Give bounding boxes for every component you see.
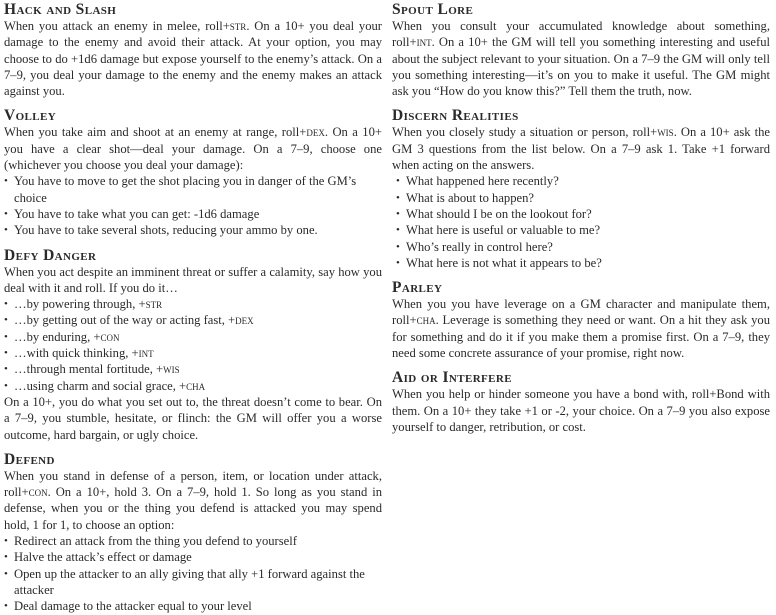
move-title: Defy Danger: [4, 246, 97, 264]
list-item: • What should I be on the lookout for?: [392, 206, 770, 222]
move-description: When you closely study a situation or person, roll+wis. On a 10+ ask the GM 3 questions from the list below. On a 7–9 ask 1. Take +1 forward when acting on the answers.: [392, 125, 770, 173]
list-item: • What here is not what it appears to be?: [392, 255, 770, 271]
list-item: • What happened here recently?: [392, 173, 770, 189]
move-defend: [4, 450, 382, 615]
list-item: • You have to take several shots, reducing your ammo by one.: [4, 222, 382, 238]
list-item: • Deal damage to the attacker equal to your level: [4, 598, 382, 614]
move-title: Aid or Interfere: [392, 369, 512, 387]
move-title: Discern Realities: [392, 107, 519, 125]
list-item: • …by enduring, +con: [4, 329, 382, 345]
list-item: • …by powering through, +str: [4, 296, 382, 312]
section-gap: [392, 99, 770, 106]
move-spout-lore: [392, 0, 770, 99]
stat-abbreviation: dex: [306, 125, 325, 140]
stat-abbreviation: cha: [186, 378, 206, 393]
list-item: • What is about to happen?: [392, 190, 770, 206]
stat-abbreviation: con: [28, 485, 48, 500]
stat-abbreviation: wis: [657, 125, 674, 140]
move-description: When you attack an enemy in melee, roll+str. On a 10+ you deal your damage to the enemy and avoid their attack. At your option, you may choose to do +1d6 damage but expose yourself to the enemy’s attack. On a 7–9, you deal your damage to the enemy and the enemy makes an attack against you.: [4, 19, 382, 99]
list-item: • Halve the attack’s effect or damage: [4, 549, 382, 565]
section-gap: [4, 239, 382, 246]
list-item: • …by getting out of the way or acting fast, +dex: [4, 312, 382, 328]
move-discern-realities: [392, 106, 770, 271]
move-title: Hack and Slash: [4, 1, 117, 18]
option-list: [4, 533, 382, 614]
right-column: [392, 0, 770, 435]
list-item: • Who’s really in control here?: [392, 239, 770, 255]
move-outcome: On a 10+, you do what you set out to, the threat doesn’t come to bear. On a 7–9, you stumble, hesitate, or flinch: the GM will offer you a worse outcome, hard bargain, or ugly choice.: [4, 394, 382, 442]
question-list: [392, 173, 770, 271]
move-title: Parley: [392, 279, 443, 297]
list-item: • …through mental fortitude, +wis: [4, 361, 382, 377]
stat-abbreviation: str: [145, 297, 163, 312]
list-item: • You have to move to get the shot placing you in danger of the GM’s choice: [4, 173, 382, 206]
move-title: Volley: [4, 107, 57, 125]
option-list: [4, 173, 382, 238]
move-title: Spout Lore: [392, 1, 474, 18]
list-item: • You have to take what you can get: -1d6 damage: [4, 206, 382, 222]
section-gap: [392, 271, 770, 278]
list-item: • …with quick thinking, +int: [4, 345, 382, 361]
stat-abbreviation: cha: [416, 313, 436, 328]
section-gap: [392, 361, 770, 368]
move-volley: [4, 106, 382, 238]
move-description: When you take aim and shoot at an enemy at range, roll+dex. On a 10+ you have a clear shot—deal your damage. On a 7–9, choose one (whichever you choose you deal your damage):: [4, 125, 382, 173]
move-title: Defend: [4, 450, 55, 468]
move-description: When you help or hinder someone you have a bond with, roll+Bond with them. On a 10+ they take +1 or -2, your choice. On a 7–9 you also expose yourself to danger, retribution, or cost.: [392, 387, 770, 434]
list-item: • …using charm and social grace, +cha: [4, 378, 382, 394]
move-hack-and-slash: [4, 0, 382, 99]
move-description: When you act despite an imminent threat or suffer a calamity, say how you deal with it and roll. If you do it…: [4, 264, 382, 295]
stat-abbreviation: int: [416, 35, 432, 50]
list-item: • Open up the attacker to an ally giving that ally +1 forward against the attacker: [4, 566, 382, 599]
move-description: When you stand in defense of a person, item, or location under attack, roll+con. On a 10+, hold 3. On a 7–9, hold 1. So long as you stand in defense, when you or the thing you defend is attacked you may spend hold, 1 for 1, to choose an option:: [4, 468, 382, 532]
stat-abbreviation: wis: [163, 362, 180, 377]
option-list: [4, 296, 382, 394]
stat-abbreviation: str: [229, 19, 247, 33]
move-defy-danger: [4, 246, 382, 443]
left-column: [4, 0, 382, 615]
list-item: • Redirect an attack from the thing you defend to yourself: [4, 533, 382, 549]
move-parley: [392, 278, 770, 361]
move-aid-or-interfere: [392, 368, 770, 435]
stat-abbreviation: int: [138, 346, 154, 361]
move-description: When you consult your accumulated knowledge about something, roll+int. On a 10+ the GM will tell you something interesting and useful about the subject relevant to your situation. On a 7–9 the GM will only tell you something interesting—it’s on you to make it useful. The GM might ask you “How do you know this?” Tell them the truth, now.: [392, 19, 770, 99]
section-gap: [4, 443, 382, 450]
section-gap: [4, 99, 382, 106]
move-description: When you you have leverage on a GM character and manipulate them, roll+cha. Leverage is something they need or want. On a hit they ask you for something and do it if you make them a promise first. On a 7–9, they need some concrete assurance of your promise, right now.: [392, 297, 770, 361]
stat-abbreviation: con: [100, 329, 120, 344]
list-item: • What here is useful or valuable to me?: [392, 222, 770, 238]
stat-abbreviation: dex: [235, 313, 254, 328]
